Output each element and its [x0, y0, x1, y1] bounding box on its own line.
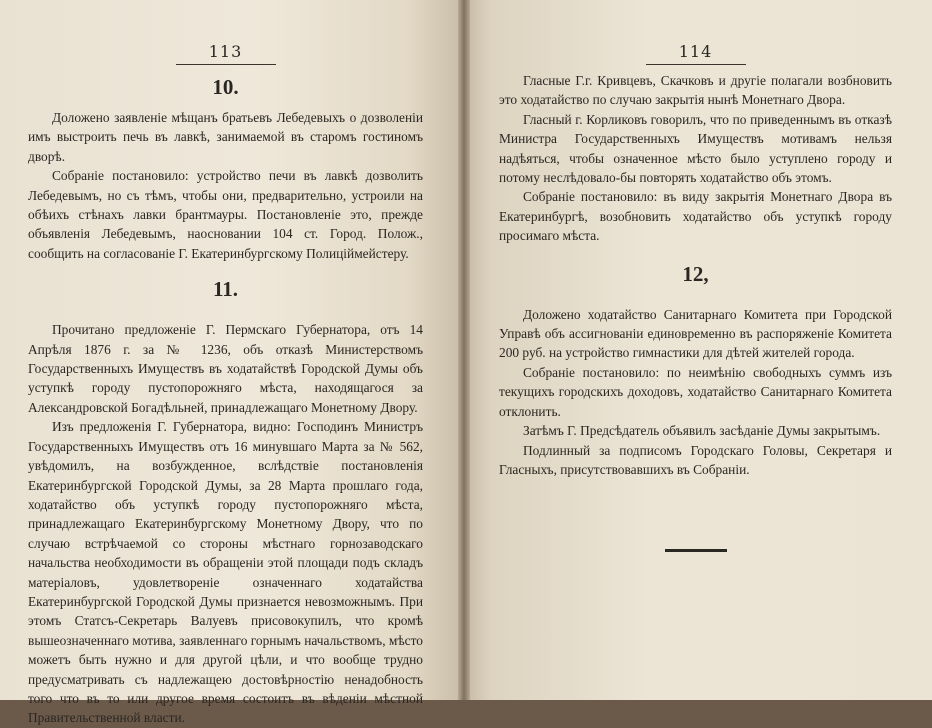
book-gutter: [458, 0, 470, 700]
paragraph: Гласные Г.г. Кривцевъ, Скачковъ и другiе полагали возбновить это ходатайство по случаю закрытiя нынѣ Монетнаго Двора.: [499, 73, 892, 108]
left-page: [0, 0, 463, 726]
paragraph: Подлинный за подписомъ Городскаго Головы, Секретаря и Гласныхъ, присутствовавшихъ въ Собранiи.: [499, 442, 892, 477]
paragraph: Собранiе постановило: въ виду закрытiя Монетнаго Двора въ Екатеринбургѣ, возобновить ходатайство объ уступкѣ городу просимаго мѣста.: [499, 189, 892, 244]
paragraph: Собранiе постановило: устройство печи въ лавкѣ дозволить Лебедевымъ, но съ тѣмъ, чтобы они, предварительно, устроили на обѣихъ стѣнахъ лавки брантмауры. Постановленiе это, прежде объявленiя Лебедевымъ, наосновании 104 ст. Город. Полож., сообщить на согласованiе Г. Екатеринбургскому Полицiймейстеру.: [28, 168, 423, 261]
right-page: [463, 0, 932, 700]
paragraph: Прочитано предложенiе Г. Пермскаго Губернатора, отъ 14 Апрѣля 1876 г. за № 1236, объ отказѣ Министерствомъ Государственныхъ Имуществъ въ ходатайствѣ Городской Думы объ уступкѣ городу пустопорожняго мѣста, находящагося за Александровской Богадѣльней, принадлежащаго Монетному Двору.: [28, 322, 423, 415]
paragraph: Доложено ходатайство Санитарнаго Комитета при Городской Управѣ объ ассигнованiи единовременно въ распоряженiе Комитета 200 руб. на устройство гимнастики для дѣтей жителей города.: [499, 306, 892, 361]
paragraph: Гласный г. Корликовъ говорилъ, что по приведеннымъ въ отказѣ Министра Государственныхъ Имуществъ мотивамъ нельзя надѣяться, чтобы означенное мѣсто было уступлено городу и потому неслѣдовало-бы повторять ходатайство объ этомъ.: [499, 111, 892, 186]
paragraph: Изъ предложенiя Г. Губернатора, видно: Господинъ Министръ Государственныхъ Имуществъ отъ 16 минувшаго Марта за № 562, увѣдомилъ, на возбужденное, вслѣдствiе постановленiя Екатеринбургской Городской Думы, за 28 Марта прошлаго года, ходатайство объ уступкѣ городу пустопорожняго мѣста, принадлежащаго Екатеринбургскому Монетному Двору, что по случаю встрѣчаемой со стороны мѣстнаго горнозаводскаго начальства необходимости въ обращенiи этой площади подъ складъ матерiаловъ, удовлетворенiе означеннаго ходатайства Екатеринбургской Городской Думы признается невозможнымъ. При этомъ Статсъ-Секретарь Валуевъ присовокупилъ, что кромѣ вышеозначеннаго мотива, заявленнаго горнымъ начальствомъ, мѣсто можетъ быть нужно и для другой цѣли, и что вообще трудно предусматривать съ надлежащею достовѣрностiю ненадобность того что въ то или другое время состоитъ въ вѣденiи мѣстной Правительственной власти.: [28, 419, 423, 726]
paragraph: Затѣмъ Г. Предсѣдатель объявилъ засѣданiе Думы закрытымъ.: [523, 423, 881, 439]
page-number-rule: [176, 64, 276, 65]
page-number: 114: [678, 42, 713, 61]
section-heading-11: 11.: [212, 277, 239, 302]
page-number: 113: [208, 42, 243, 61]
paragraph: Доложено заявленiе мѣщанъ братьевъ Лебедевыхъ о дозволенiи имъ выстроить печь въ лавкѣ, занимаемой въ старомъ гостиномъ дворѣ.: [28, 110, 423, 164]
section-heading-12: 12,: [682, 261, 709, 286]
paragraph: Собранiе постановило: по неимѣнiю свободныхъ суммъ изъ текущихъ городскихъ доходовъ, ходатайство Санитарнаго Комитета отклонить.: [499, 364, 892, 419]
end-rule: [665, 549, 727, 552]
section-heading-10: 10.: [212, 75, 239, 99]
